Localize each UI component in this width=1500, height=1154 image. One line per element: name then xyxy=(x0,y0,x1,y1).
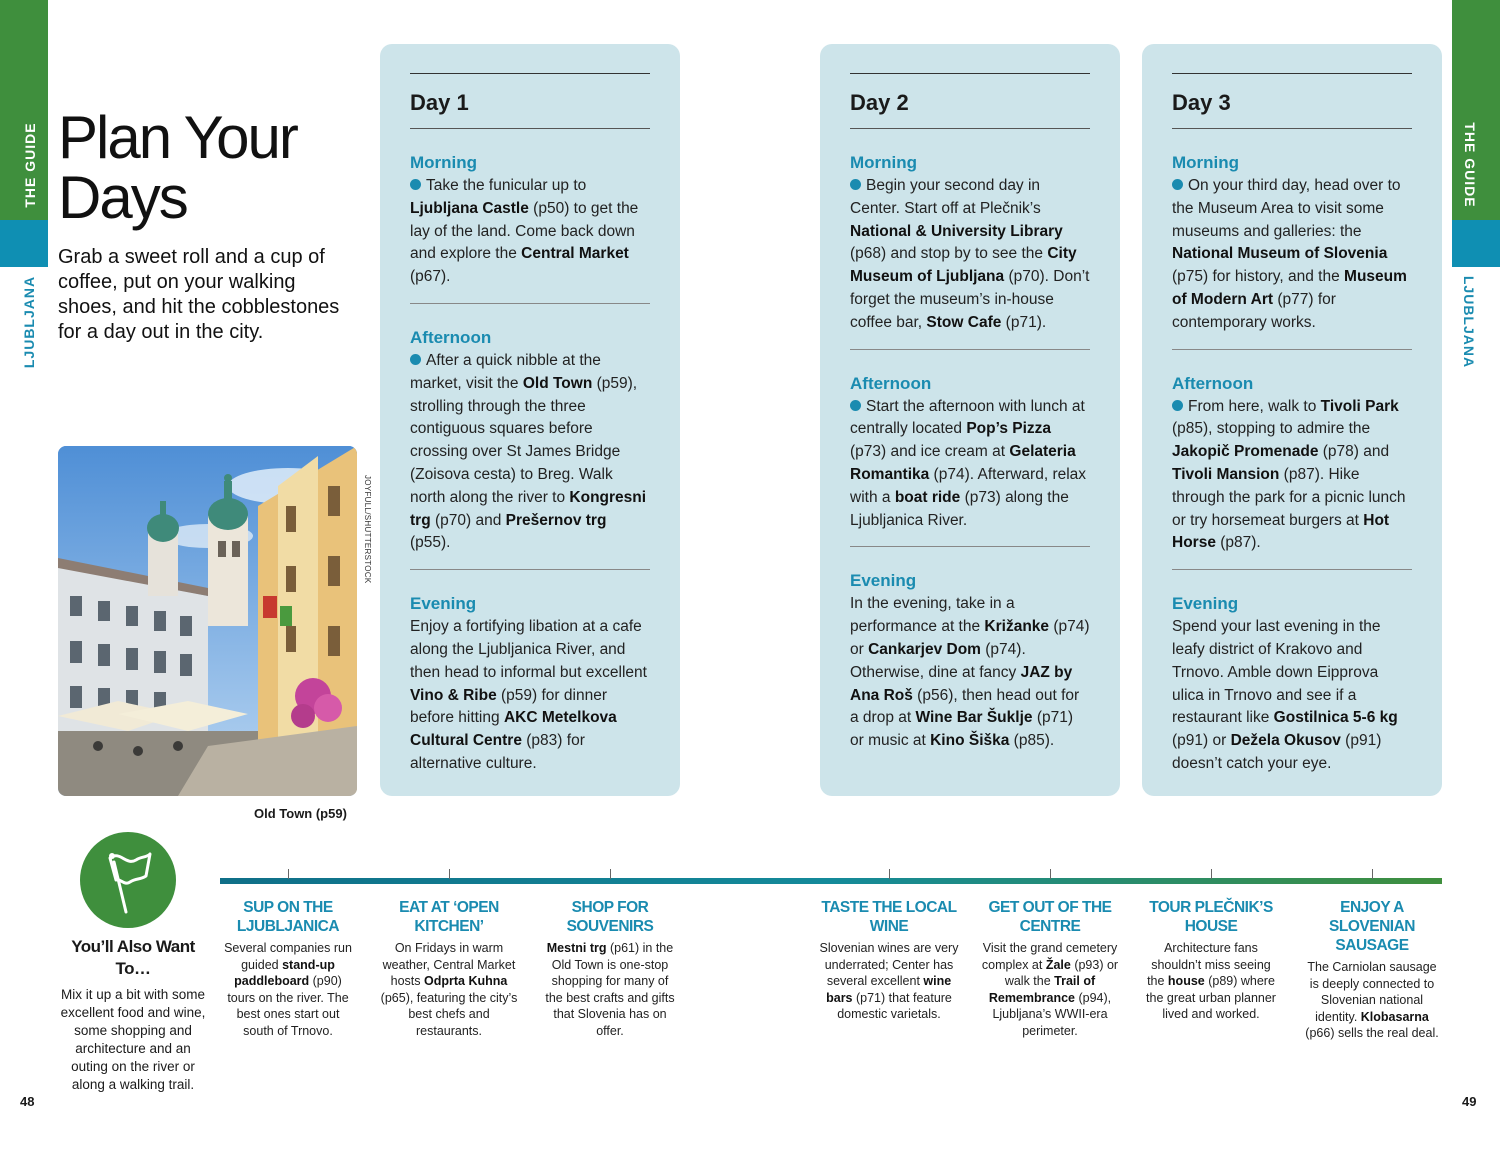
highlight-text: National & University Library xyxy=(850,222,1063,240)
body-text: Enjoy a fortifying libation at a cafe along the Ljubljanica River, and then head to informal but excellent xyxy=(410,618,647,681)
body-text: (p70) and xyxy=(430,511,506,529)
timeline-heading: SUP ON THE LJUBLJANICA xyxy=(236,899,340,935)
highlight-text: Dežela Okusov xyxy=(1230,732,1341,750)
timeline-item xyxy=(819,898,959,1023)
body-text: The Carniolan sausage is deeply connected to Slovenian national identity. xyxy=(1307,960,1437,1024)
body-text: Visit the grand cemetery complex at xyxy=(981,941,1118,972)
also-title: You’ll Also Want To… xyxy=(71,937,195,978)
timeline-heading: SHOP FOR SOUVENIRS xyxy=(566,899,654,935)
day-section-afternoon xyxy=(410,304,650,570)
bullet-icon xyxy=(410,179,421,190)
highlight-text: Vino & Ribe xyxy=(410,686,497,704)
highlight-text: Tivoli Park xyxy=(1320,397,1399,415)
bullet-icon xyxy=(850,400,861,411)
section-body xyxy=(410,350,650,555)
section-body xyxy=(850,175,1090,335)
day-title: Day 3 xyxy=(1172,74,1412,129)
section-heading: Evening xyxy=(410,594,477,614)
section-body xyxy=(850,396,1090,533)
body-text: (p71). xyxy=(1001,313,1047,331)
highlight-text: Kongresni trg xyxy=(410,488,647,529)
body-text: (p71) or music at xyxy=(850,709,1074,750)
timeline-tick xyxy=(610,869,611,879)
highlight-text: JAZ by Ana Roš xyxy=(850,663,1073,704)
body-text: (p74). Otherwise, dine at fancy xyxy=(850,640,1026,681)
section-body xyxy=(410,616,650,776)
highlight-text: Prešernov trg xyxy=(505,511,607,529)
bullet-icon xyxy=(410,354,421,365)
body-text: (p73) along the Ljubljanica River. xyxy=(850,488,1069,529)
body-text: (p68) and stop by to see the xyxy=(850,245,1048,263)
body-text: (p93) or walk the xyxy=(1004,957,1119,988)
highlight-text: Ljubljana Castle xyxy=(410,199,529,217)
body-text: (p91) doesn’t catch your eye. xyxy=(1172,732,1382,772)
section-body xyxy=(1172,396,1412,556)
day-1-card xyxy=(380,44,680,796)
timeline-text xyxy=(980,940,1120,1039)
timeline-text xyxy=(1302,959,1442,1042)
day-section-evening xyxy=(850,547,1090,767)
body-text: (p70). Don’t forget the museum’s in-house coffee bar, xyxy=(850,268,1090,331)
timeline-item xyxy=(543,898,678,1039)
timeline-item xyxy=(1302,898,1442,1042)
body-text: From here, walk to xyxy=(1188,397,1321,415)
page-number-right: 49 xyxy=(1462,1094,1477,1109)
highlight-text: Gelateria Romantika xyxy=(850,443,1076,483)
day-section-morning xyxy=(850,129,1090,350)
body-text: (p59) for dinner before hitting xyxy=(410,686,607,727)
body-text: After a quick nibble at the market, visit the xyxy=(410,351,601,392)
body-text: Begin your second day in Center. Start off at Plečnik’s xyxy=(850,177,1041,217)
timeline-item xyxy=(379,898,519,1039)
body-text: On Fridays in warm weather, Central Market hosts xyxy=(382,941,516,988)
bullet-icon xyxy=(1172,179,1183,190)
highlight-text: Odprta Kuhna xyxy=(424,974,508,988)
timeline-tick xyxy=(1211,869,1212,879)
bullet-icon xyxy=(1172,400,1183,411)
highlight-text: boat ride xyxy=(894,488,961,506)
body-text: On your third day, head over to the Museum Area to visit some museums and galleries: the xyxy=(1172,177,1401,240)
highlight-text: AKC Metelkova Cultural Centre xyxy=(410,709,617,750)
body-text: (p61) in the Old Town is one-stop shopping for many of the best crafts and gifts that Slovenia has on offer. xyxy=(545,941,675,1038)
body-text: (p89) where the great urban planner lived and worked. xyxy=(1146,974,1276,1021)
body-text: Start the afternoon with lunch at centrally located xyxy=(850,397,1085,438)
section-body xyxy=(850,593,1090,753)
section-heading: Afternoon xyxy=(1172,373,1254,393)
timeline-heading: GET OUT OF THE CENTRE xyxy=(988,899,1112,935)
highlight-text: Kino Šiška xyxy=(930,732,1010,750)
body-text: (p65), featuring the city’s best chefs and restaurants. xyxy=(380,990,518,1038)
day-section-evening xyxy=(410,570,650,790)
highlight-text: Museum of Modern Art xyxy=(1172,268,1407,308)
photo-credit: JOYFULL/SHUTTERSTOCK xyxy=(363,475,372,584)
right-city-tab xyxy=(1452,220,1500,267)
day-2-card xyxy=(820,44,1120,796)
timeline-item xyxy=(1141,898,1281,1023)
day-section-morning xyxy=(410,129,650,304)
highlight-text: Jakopič Promenade xyxy=(1172,443,1319,461)
body-text: (p67). xyxy=(410,268,451,286)
body-text: (p87). Hike through the park for a picnic lunch or try horsemeat burgers at xyxy=(1172,465,1406,529)
highlight-text: Hot Horse xyxy=(1172,511,1390,552)
body-text: (p74) or xyxy=(850,618,1090,658)
highlight-text: wine bars xyxy=(826,974,952,1005)
body-text: (p74). Afterward, relax with a xyxy=(850,465,1087,506)
section-heading: Morning xyxy=(850,153,918,172)
body-text: (p55). xyxy=(410,534,451,552)
timeline-text xyxy=(819,940,959,1023)
timeline-tick xyxy=(449,869,450,879)
body-text: (p85), stopping to admire the xyxy=(1172,420,1371,438)
also-text: Mix it up a bit with some excellent food and wine, some shopping and architecture and an outing on the river or along a walking trail. xyxy=(60,987,206,1092)
body-text: (p77) for contemporary works. xyxy=(1172,290,1336,331)
section-body xyxy=(1172,616,1412,776)
body-text: (p66) sells the real deal. xyxy=(1305,1026,1439,1040)
section-heading: Evening xyxy=(850,571,917,591)
timeline-heading: TOUR PLEČNIK’S HOUSE xyxy=(1149,899,1273,935)
highlight-text: Gostilnica 5-6 kg xyxy=(1273,709,1398,727)
timeline-heading: ENJOY A SLOVENIAN SAUSAGE xyxy=(1329,899,1415,954)
page-number-left: 48 xyxy=(20,1094,35,1109)
body-text: (p91) or xyxy=(1172,732,1231,750)
timeline-bar xyxy=(220,878,1442,884)
timeline-tick xyxy=(288,869,289,879)
body-text: (p56), then head out for a drop at xyxy=(850,686,1080,727)
day-section-evening xyxy=(1172,570,1412,790)
body-text: (p85). xyxy=(1009,732,1055,750)
title-line-2: Days xyxy=(58,164,187,231)
body-text: (p73) and ice cream at xyxy=(850,443,1010,461)
body-text: (p59), strolling through the three contiguous squares before crossing over St James Bridge (Zoisova cesta) to Breg. Walk north along the river to xyxy=(410,374,638,506)
highlight-text: Križanke xyxy=(984,618,1050,636)
flag-icon xyxy=(80,832,176,928)
highlight-text: Žale xyxy=(1045,957,1071,972)
intro-text: Grab a sweet roll and a cup of coffee, put on your walking shoes, and hit the cobblestones for a day out in the city. xyxy=(58,246,340,343)
section-heading: Morning xyxy=(410,153,478,172)
section-heading: Afternoon xyxy=(850,373,932,393)
highlight-text: stand-up paddleboard xyxy=(234,957,335,988)
timeline-tick xyxy=(889,869,890,879)
bullet-icon xyxy=(850,179,861,190)
highlight-text: Mestni trg xyxy=(546,941,607,955)
section-body xyxy=(410,175,650,289)
photo-caption: Old Town (p59) xyxy=(254,806,347,821)
old-town-illustration xyxy=(58,446,357,796)
body-text: (p90) tours on the river. The best ones start out south of Trnovo. xyxy=(227,974,349,1038)
body-text: (p75) for history, and the xyxy=(1172,268,1345,286)
body-text: Several companies run guided xyxy=(224,941,352,972)
right-city-label: LJUBLJANA xyxy=(1461,275,1477,369)
section-heading: Afternoon xyxy=(410,327,492,347)
day-section-morning xyxy=(1172,129,1412,350)
highlight-text: Pop’s Pizza xyxy=(966,420,1052,438)
page-title xyxy=(58,104,378,231)
day-section-afternoon xyxy=(1172,350,1412,571)
body-text: (p78) and xyxy=(1318,443,1390,461)
timeline-heading: EAT AT ‘OPEN KITCHEN’ xyxy=(399,899,499,935)
timeline-text xyxy=(223,940,353,1039)
left-city-label: LJUBLJANA xyxy=(21,275,37,369)
timeline-heading: TASTE THE LOCAL WINE xyxy=(821,899,957,935)
title-line-1: Plan Your xyxy=(58,104,297,171)
timeline-tick xyxy=(1050,869,1051,879)
highlight-text: house xyxy=(1167,974,1205,988)
body-text: (p50) to get the lay of the land. Come back down and explore the xyxy=(410,199,639,263)
highlight-text: Klobasarna xyxy=(1360,1009,1429,1024)
body-text: In the evening, take in a performance at the xyxy=(850,595,1015,636)
body-text: Slovenian wines are very underrated; Center has several excellent xyxy=(819,941,959,988)
body-text: Spend your last evening in the leafy district of Krakovo and Trnovo. Amble down Eipprova ulica in Trnovo and see if a restaurant like xyxy=(1172,618,1381,727)
highlight-text: Wine Bar Šuklje xyxy=(915,709,1033,727)
body-text: (p83) for alternative culture. xyxy=(410,732,585,772)
timeline-text xyxy=(1141,940,1281,1023)
timeline-item xyxy=(980,898,1120,1039)
left-city-tab xyxy=(0,220,48,267)
day-section-afternoon xyxy=(850,350,1090,548)
highlight-text: Central Market xyxy=(521,245,629,263)
section-heading: Morning xyxy=(1172,153,1240,172)
day-title: Day 2 xyxy=(850,74,1090,129)
body-text: (p94), Ljubljana’s WWII-era perimeter. xyxy=(992,990,1112,1038)
timeline-text xyxy=(543,940,678,1039)
highlight-text: Stow Cafe xyxy=(926,313,1002,331)
day-3-card xyxy=(1142,44,1442,796)
body-text: (p87). xyxy=(1215,534,1261,552)
timeline-tick xyxy=(1372,869,1373,879)
highlight-text: City Museum of Ljubljana xyxy=(850,245,1077,286)
section-heading: Evening xyxy=(1172,594,1239,614)
highlight-text: Cankarjev Dom xyxy=(868,640,981,658)
highlight-text: Tivoli Mansion xyxy=(1172,465,1280,483)
timeline-text xyxy=(379,940,519,1039)
day-title: Day 1 xyxy=(410,74,650,129)
highlight-text: Trail of Remembrance xyxy=(988,974,1096,1005)
right-guide-label: THE GUIDE xyxy=(1462,122,1478,208)
body-text: Take the funicular up to xyxy=(426,177,587,194)
left-guide-label: THE GUIDE xyxy=(22,122,38,208)
body-text: (p71) that feature domestic varietals. xyxy=(837,990,952,1021)
highlight-text: National Museum of Slovenia xyxy=(1172,245,1388,263)
section-body xyxy=(1172,175,1412,335)
flag-icon-glyph xyxy=(80,832,176,928)
body-text: Architecture fans shouldn’t miss seeing the xyxy=(1147,941,1271,988)
old-town-photo xyxy=(58,446,357,796)
highlight-text: Old Town xyxy=(522,374,593,392)
timeline-item xyxy=(223,898,353,1039)
